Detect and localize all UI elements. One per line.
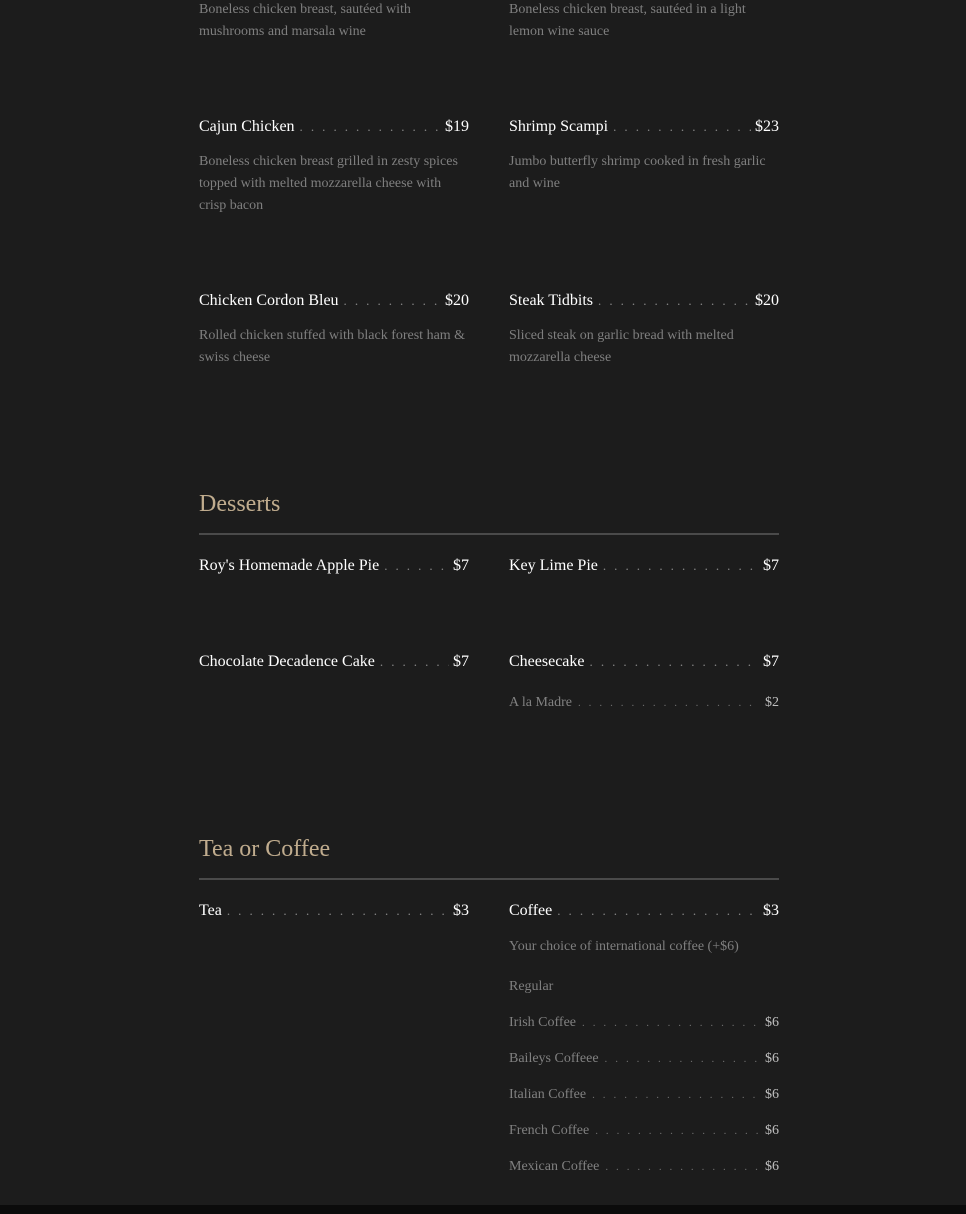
dot-leader: [592, 1086, 759, 1104]
dot-leader: [557, 901, 759, 921]
menu-item-name: Tea: [199, 902, 222, 919]
chicken-marsala-description: Boneless chicken breast, sautéed with mushrooms and marsala wine: [199, 2, 411, 39]
dot-leader: [227, 901, 449, 921]
coffee-option-baileys: [509, 1050, 779, 1068]
dot-leader: [300, 117, 441, 137]
dot-leader: [380, 652, 449, 672]
dot-leader: [605, 1158, 759, 1176]
dot-leader: [613, 117, 751, 137]
dot-leader: [595, 1122, 759, 1140]
menu-item-price: $23: [755, 118, 779, 135]
beverages-divider: [199, 878, 779, 880]
menu-item-name: Chicken Cordon Bleu: [199, 292, 339, 309]
dot-leader: [578, 694, 759, 712]
coffee-option-french: [509, 1122, 779, 1140]
menu-item-name: Key Lime Pie: [509, 557, 598, 574]
menu-item-price: $20: [755, 292, 779, 309]
menu-addon-a-la-madre: [509, 694, 779, 712]
beverages-section-title: Tea or Coffee: [199, 836, 331, 862]
coffee-option-name: Italian Coffee: [509, 1087, 587, 1102]
menu-item-price: $7: [453, 557, 469, 574]
dot-leader: [598, 291, 751, 311]
coffee-option-italian: [509, 1086, 779, 1104]
dot-leader: [384, 556, 449, 576]
coffee-option-name: Irish Coffee: [509, 1015, 576, 1030]
coffee-option-irish: [509, 1014, 779, 1032]
coffee-description: Your choice of international coffee (+$6): [509, 939, 739, 954]
menu-item-price: $3: [453, 902, 469, 919]
coffee-regular-label: Regular: [509, 979, 554, 994]
footer-bar: [0, 1205, 966, 1214]
menu-item-name: Steak Tidbits: [509, 292, 594, 309]
coffee-option-price: $6: [765, 1123, 779, 1138]
menu-item-price: $7: [763, 653, 779, 670]
menu-item-description: Rolled chicken stuffed with black forest ham & swiss cheese: [199, 328, 466, 365]
coffee-option-price: $6: [765, 1159, 779, 1174]
dot-leader: [590, 652, 759, 672]
chicken-piccata-description: Boneless chicken breast, sautéed in a light lemon wine sauce: [509, 2, 746, 39]
menu-item-price: $3: [763, 902, 779, 919]
menu-item-price: $7: [763, 557, 779, 574]
dot-leader: [344, 291, 441, 311]
menu-item-price: $7: [453, 653, 469, 670]
menu-item-name: Cheesecake: [509, 653, 585, 670]
dot-leader: [582, 1014, 759, 1032]
coffee-option-name: Mexican Coffee: [509, 1159, 600, 1174]
menu-item-name: Shrimp Scampi: [509, 118, 609, 135]
coffee-option-price: $6: [765, 1015, 779, 1030]
menu-item-name: Coffee: [509, 902, 553, 919]
coffee-option-mexican: [509, 1158, 779, 1176]
menu-item-description: Sliced steak on garlic bread with melted mozzarella cheese: [509, 328, 734, 365]
coffee-option-name: Baileys Coffeee: [509, 1051, 599, 1066]
menu-item-description: Boneless chicken breast grilled in zesty spices topped with melted mozzarella cheese with crisp bacon: [199, 154, 458, 213]
menu-item-price: $20: [445, 292, 469, 309]
menu-item-name: Cajun Chicken: [199, 118, 295, 135]
menu-item-name: Chocolate Decadence Cake: [199, 653, 375, 670]
menu-item-price: $19: [445, 118, 469, 135]
addon-name: A la Madre: [509, 695, 572, 710]
coffee-option-name: French Coffee: [509, 1123, 590, 1138]
desserts-divider: [199, 533, 779, 535]
coffee-option-price: $6: [765, 1087, 779, 1102]
dot-leader: [605, 1050, 759, 1068]
coffee-option-price: $6: [765, 1051, 779, 1066]
menu-item-description: Jumbo butterfly shrimp cooked in fresh garlic and wine: [509, 154, 766, 191]
menu-item-name: Roy's Homemade Apple Pie: [199, 557, 380, 574]
dot-leader: [603, 556, 759, 576]
desserts-section-title: Desserts: [199, 491, 281, 517]
addon-price: $2: [765, 695, 779, 710]
